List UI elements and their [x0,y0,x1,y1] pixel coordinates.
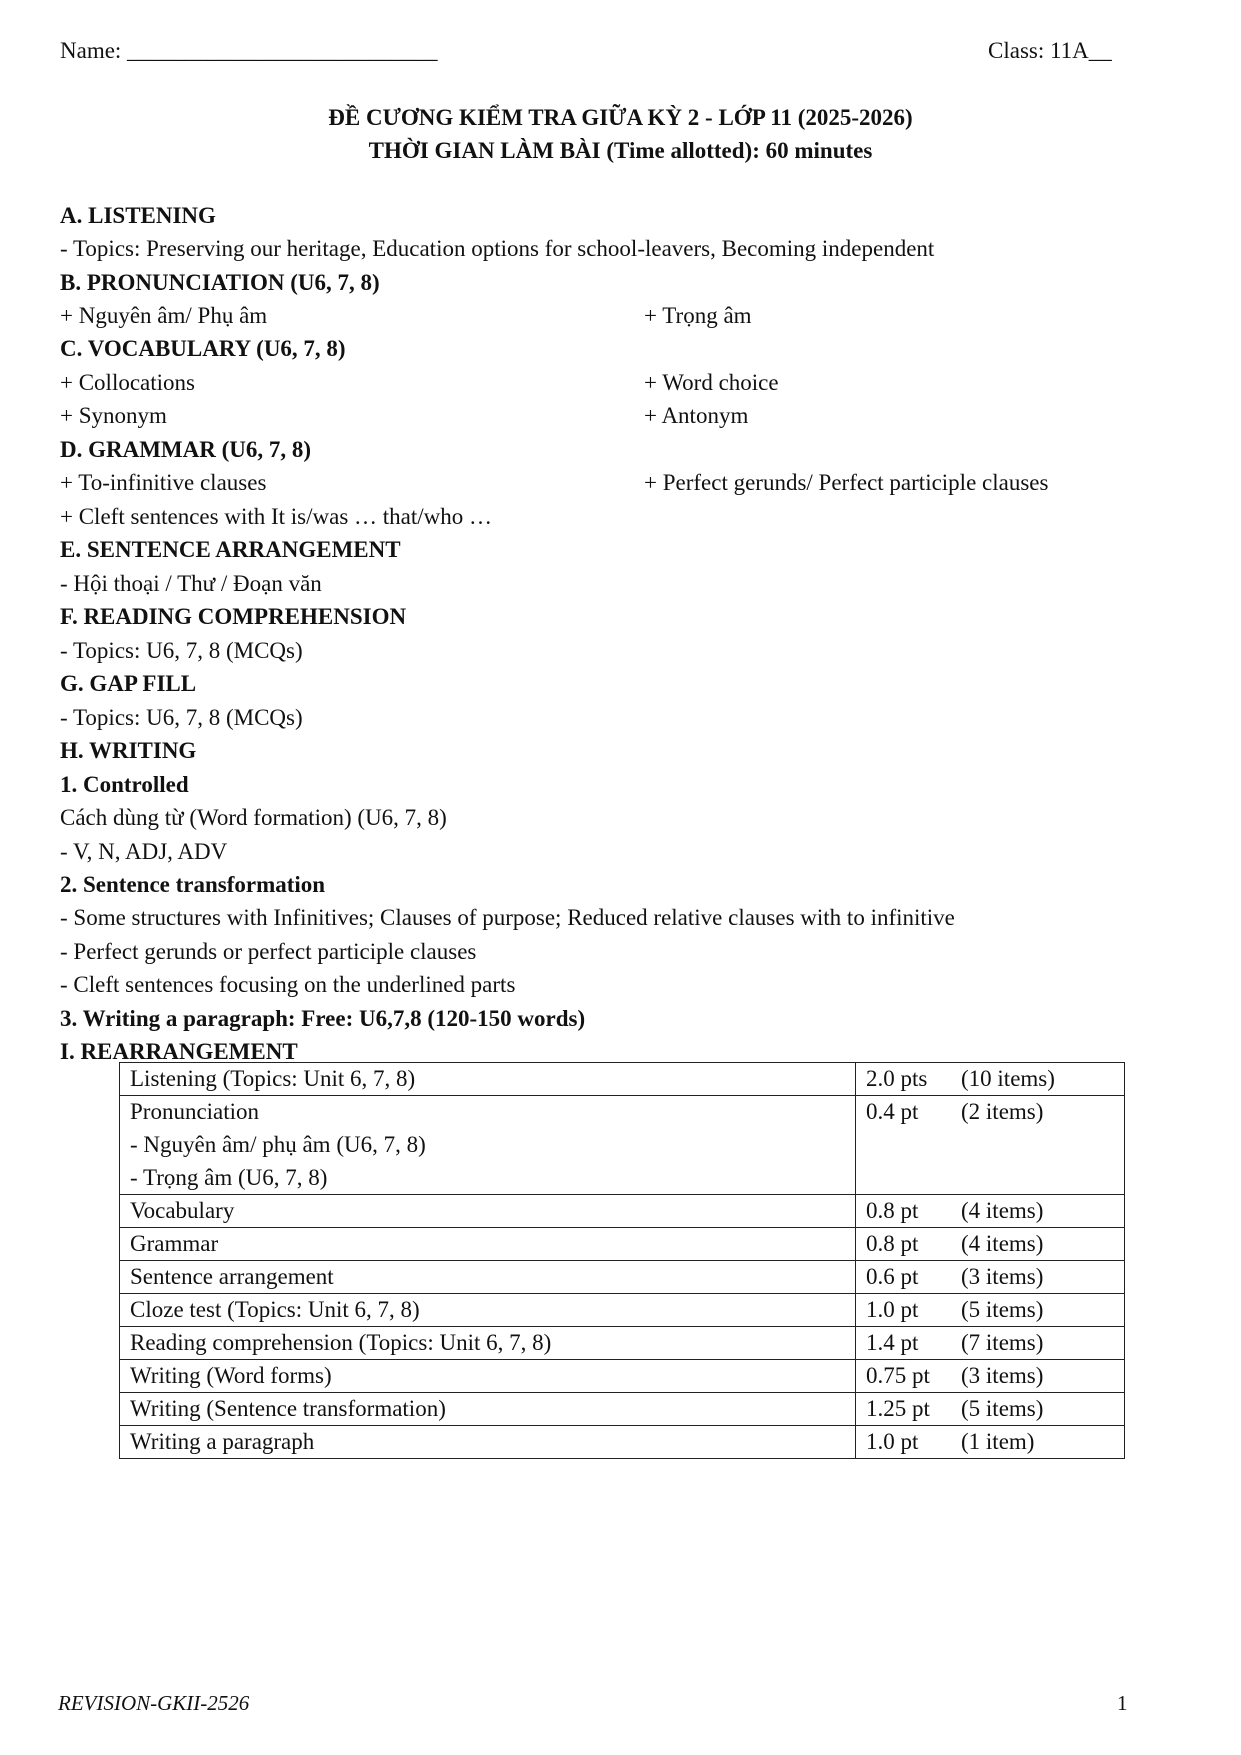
part-cell [120,1096,856,1195]
part-cell: Listening (Topics: Unit 6, 7, 8) [120,1063,856,1096]
section-a-heading: A. LISTENING [60,203,216,228]
score-cell [856,1228,1125,1261]
part-label: Pronunciation [130,1099,260,1124]
footer-page-number: 1 [1117,1691,1128,1715]
section-h2-line-3: - Cleft sentences focusing on the underlined parts [60,972,516,997]
points-value: 0.6 pt [866,1264,919,1289]
part-sub-item: - Trọng âm (U6, 7, 8) [130,1165,328,1190]
section-f-heading: F. READING COMPREHENSION [60,604,407,629]
section-b-item-right: + Trọng âm [644,303,752,328]
section-c-item-left-2: + Synonym [60,403,167,428]
items-count: (4 items) [961,1198,1044,1223]
score-cell [856,1096,1125,1195]
part-cell: Writing (Sentence transformation) [120,1393,856,1426]
section-g-heading: G. GAP FILL [60,671,197,696]
part-cell: Grammar [120,1228,856,1261]
score-cell [856,1261,1125,1294]
table-row [120,1228,1125,1261]
section-b-item-left: + Nguyên âm/ Phụ âm [60,303,268,328]
score-cell [856,1360,1125,1393]
section-a-topics: - Topics: Preserving our heritage, Education options for school-leavers, Becoming independent [60,236,935,261]
score-cell [856,1393,1125,1426]
items-count: (3 items) [961,1363,1044,1388]
section-h2-line-1: - Some structures with Infinitives; Clauses of purpose; Reduced relative clauses with to infinitive [60,905,955,930]
items-count: (7 items) [961,1330,1044,1355]
class-label: Class: 11A__ [988,38,1112,63]
section-d-item-left-1: + To-infinitive clauses [60,470,267,495]
score-cell [856,1294,1125,1327]
points-value: 0.8 pt [866,1231,919,1256]
section-h2-line-2: - Perfect gerunds or perfect participle clauses [60,939,477,964]
table-row [120,1096,1125,1195]
part-cell: Vocabulary [120,1195,856,1228]
section-e-item: - Hội thoại / Thư / Đoạn văn [60,571,322,596]
part-cell: Writing (Word forms) [120,1360,856,1393]
section-e-heading: E. SENTENCE ARRANGEMENT [60,537,401,562]
section-h3-heading: 3. Writing a paragraph: Free: U6,7,8 (120-150 words) [60,1006,586,1031]
table-row [120,1063,1125,1096]
document-subtitle: THỜI GIAN LÀM BÀI (Time allotted): 60 minutes [368,138,873,163]
points-value: 1.0 pt [866,1297,919,1322]
items-count: (2 items) [961,1099,1044,1124]
part-cell: Writing a paragraph [120,1426,856,1459]
section-d-item-left-2: + Cleft sentences with It is/was … that/who … [60,504,493,529]
section-h1-line-1: Cách dùng từ (Word formation) (U6, 7, 8) [60,805,447,830]
points-value: 1.0 pt [866,1429,919,1454]
document-title: ĐỀ CƯƠNG KIỂM TRA GIỮA KỲ 2 - LỚP 11 (2025-2026) [328,105,913,130]
points-value: 1.4 pt [866,1330,919,1355]
section-g-item: - Topics: U6, 7, 8 (MCQs) [60,705,303,730]
section-h1-line-2: - V, N, ADJ, ADV [60,839,228,864]
part-cell: Cloze test (Topics: Unit 6, 7, 8) [120,1294,856,1327]
items-count: (10 items) [961,1066,1055,1091]
section-h1-heading: 1. Controlled [60,772,189,797]
section-d-heading: D. GRAMMAR (U6, 7, 8) [60,437,312,462]
table-row [120,1327,1125,1360]
points-value: 0.8 pt [866,1198,919,1223]
name-field-label: Name: ___________________________ [60,38,438,63]
score-cell [856,1195,1125,1228]
part-cell: Sentence arrangement [120,1261,856,1294]
score-cell [856,1327,1125,1360]
section-c-item-left-1: + Collocations [60,370,195,395]
points-value: 1.25 pt [866,1396,930,1421]
items-count: (4 items) [961,1231,1044,1256]
table-row [120,1195,1125,1228]
points-value: 0.75 pt [866,1363,930,1388]
table-row [120,1360,1125,1393]
points-value: 2.0 pts [866,1066,928,1091]
items-count: (5 items) [961,1297,1044,1322]
section-i-heading: I. REARRANGEMENT [60,1039,298,1064]
section-f-item: - Topics: U6, 7, 8 (MCQs) [60,638,303,663]
table-row [120,1294,1125,1327]
table-row [120,1393,1125,1426]
part-sub-item: - Nguyên âm/ phụ âm (U6, 7, 8) [130,1132,426,1157]
table-row [120,1426,1125,1459]
score-cell [856,1426,1125,1459]
section-h-heading: H. WRITING [60,738,197,763]
points-value: 0.4 pt [866,1099,919,1124]
part-cell: Reading comprehension (Topics: Unit 6, 7, 8) [120,1327,856,1360]
section-b-heading: B. PRONUNCIATION (U6, 7, 8) [60,270,380,295]
section-c-item-right-1: + Word choice [644,370,779,395]
items-count: (1 item) [961,1429,1035,1454]
section-d-item-right-1: + Perfect gerunds/ Perfect participle clauses [644,470,1049,495]
section-c-heading: C. VOCABULARY (U6, 7, 8) [60,336,346,361]
score-allocation-table [119,1062,1125,1459]
score-cell [856,1063,1125,1096]
footer-document-code: REVISION-GKII-2526 [58,1691,250,1715]
section-h2-heading: 2. Sentence transformation [60,872,326,897]
items-count: (5 items) [961,1396,1044,1421]
table-row [120,1261,1125,1294]
items-count: (3 items) [961,1264,1044,1289]
section-c-item-right-2: + Antonym [644,403,749,428]
